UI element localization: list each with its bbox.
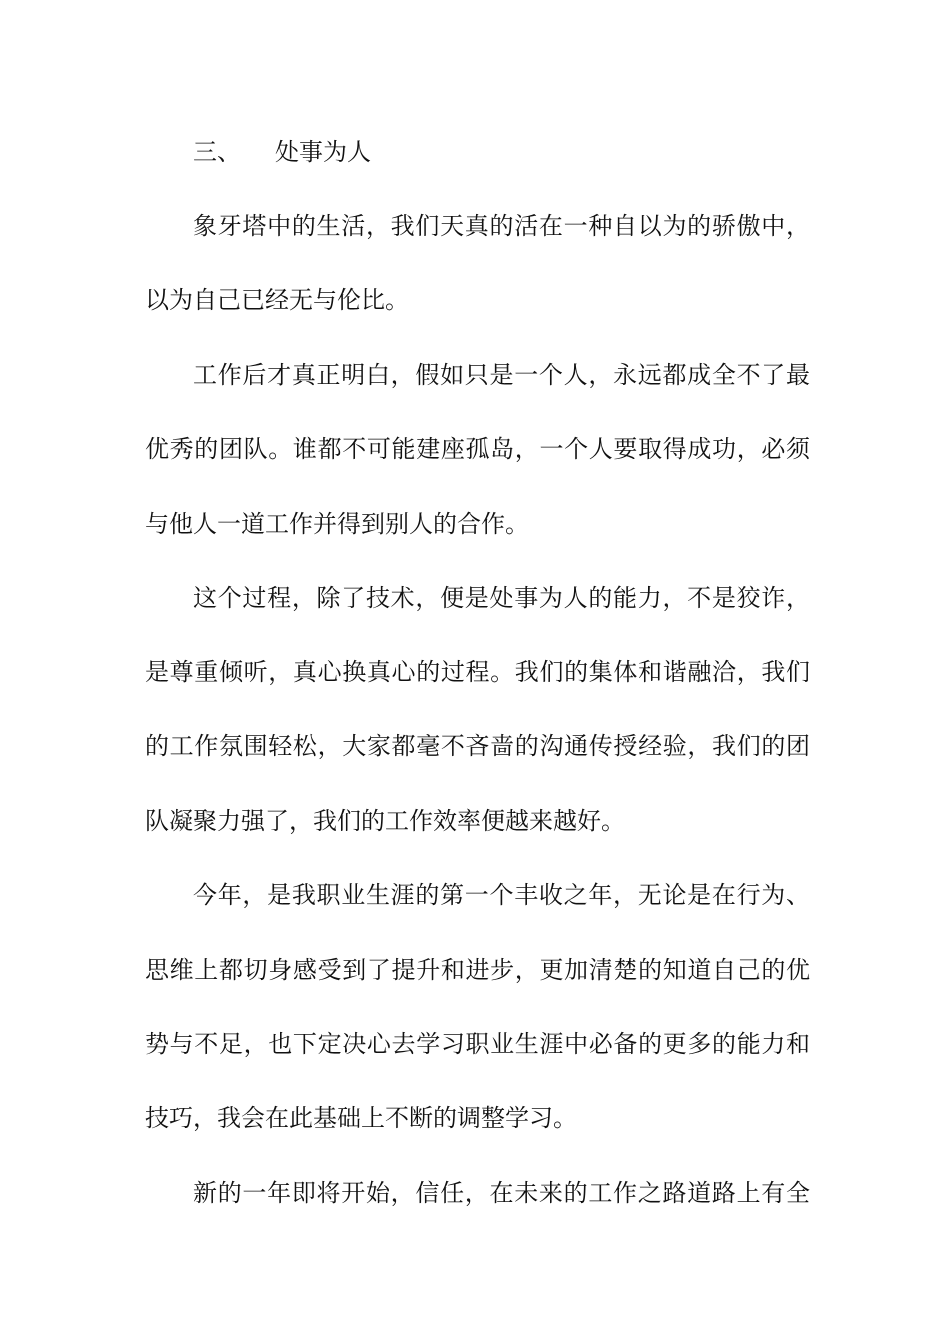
paragraph-5-line-1: 新的一年即将开始，信任，在未来的工作之路道路上有全 — [193, 1179, 810, 1207]
paragraph-4-line-3: 势与不足，也下定决心去学习职业生涯中必备的更多的能力和 — [145, 1030, 810, 1058]
paragraph-2-line-1: 工作后才真正明白，假如只是一个人，永远都成全不了最 — [193, 361, 810, 389]
section-heading-title: 处事为人 — [275, 138, 371, 166]
paragraph-3-line-1: 这个过程，除了技术，便是处事为人的能力，不是狡诈， — [193, 584, 810, 612]
paragraph-3-line-3: 的工作氛围轻松，大家都毫不吝啬的沟通传授经验，我们的团 — [145, 732, 810, 760]
paragraph-4-line-2: 思维上都切身感受到了提升和进步，更加清楚的知道自己的优 — [145, 956, 810, 984]
section-heading-number: 三、 — [193, 138, 241, 166]
paragraph-3-line-2: 是尊重倾听，真心换真心的过程。我们的集体和谐融洽，我们 — [145, 658, 810, 686]
paragraph-3-line-4: 队凝聚力强了，我们的工作效率便越来越好。 — [145, 807, 625, 835]
paragraph-1-line-2: 以为自己已经无与伦比。 — [145, 286, 409, 314]
paragraph-4-line-4: 技巧，我会在此基础上不断的调整学习。 — [145, 1104, 577, 1132]
paragraph-1-line-1: 象牙塔中的生活，我们天真的活在一种自以为的骄傲中， — [193, 212, 810, 240]
paragraph-4-line-1: 今年，是我职业生涯的第一个丰收之年，无论是在行为、 — [193, 881, 810, 909]
paragraph-2-line-2: 优秀的团队。谁都不可能建座孤岛，一个人要取得成功，必须 — [145, 435, 810, 463]
section-heading — [193, 137, 858, 167]
paragraph-2-line-3: 与他人一道工作并得到别人的合作。 — [145, 510, 529, 538]
